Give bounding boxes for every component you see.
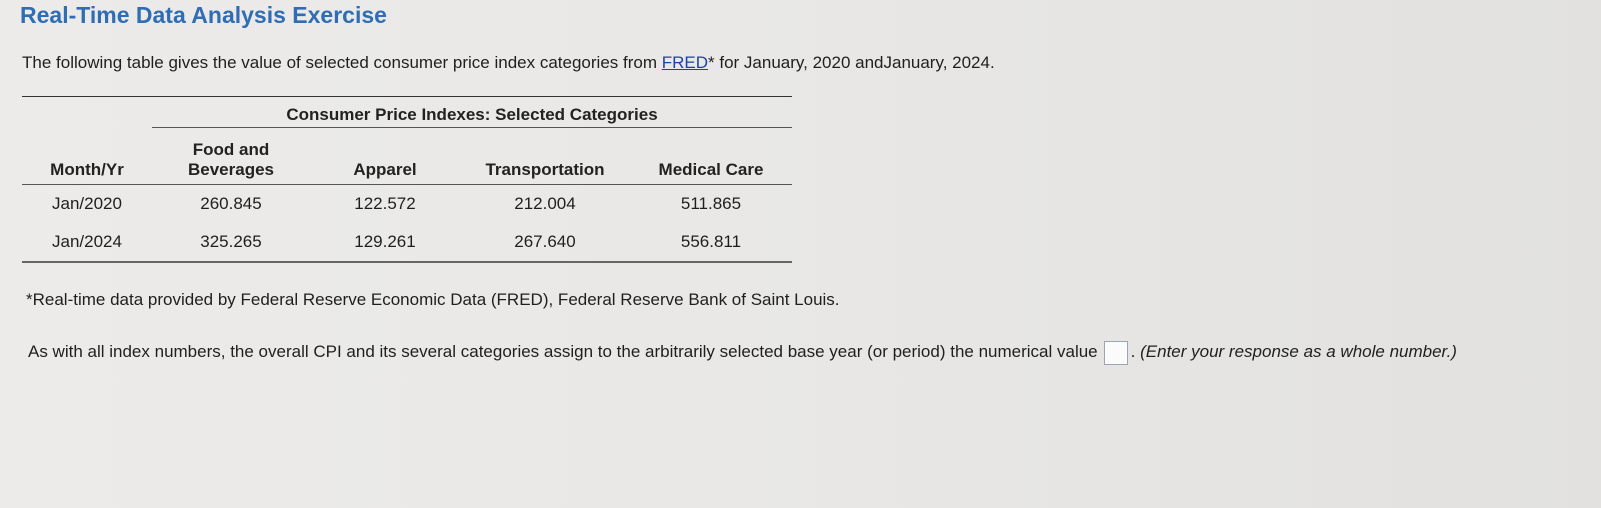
header-food-line2: Beverages	[187, 160, 274, 179]
cell-medical: 511.865	[680, 194, 742, 213]
table-row	[22, 185, 792, 224]
page-title: Real-Time Data Analysis Exercise	[20, 2, 387, 28]
cell-month: Jan/2020	[52, 194, 122, 213]
table-header-row	[22, 128, 792, 185]
cell-apparel: 129.261	[310, 223, 460, 262]
question-text	[28, 333, 1548, 371]
header-food	[152, 128, 310, 185]
cell-transportation: 212.004	[514, 194, 576, 213]
answer-input[interactable]	[1104, 341, 1128, 365]
header-transportation: Transportation	[460, 128, 630, 185]
intro-text	[22, 53, 995, 73]
header-food-line1: Food and	[192, 140, 270, 159]
intro-before: The following table gives the value of selected consumer price index categories from	[22, 53, 662, 72]
question-body: As with all index numbers, the overall CPI and its several categories assign to the arbitrarily selected base year (or period) the numerical value	[28, 342, 1098, 361]
table-row	[22, 223, 792, 262]
header-medical: Medical Care	[630, 128, 792, 185]
cell-medical: 556.811	[630, 223, 792, 262]
cell-food: 260.845	[200, 194, 262, 213]
cell-apparel: 122.572	[354, 194, 416, 213]
footnote: *Real-time data provided by Federal Reserve Economic Data (FRED), Federal Reserve Bank of Saint Louis.	[26, 290, 840, 309]
header-apparel: Apparel	[310, 128, 460, 185]
question-hint: (Enter your response as a whole number.)	[1140, 342, 1457, 361]
cpi-table-container	[22, 96, 792, 263]
fred-link[interactable]: FRED	[661, 53, 709, 72]
intro-after: * for January, 2020 andJanuary, 2024.	[708, 53, 995, 72]
table-caption-row	[22, 97, 792, 128]
header-month: Month/Yr	[22, 128, 152, 185]
question-period: .	[1130, 342, 1136, 361]
cell-transportation: 267.640	[460, 223, 630, 262]
table-caption: Consumer Price Indexes: Selected Categories	[152, 97, 792, 128]
cell-food: 325.265	[152, 223, 310, 262]
cell-month: Jan/2024	[22, 223, 152, 262]
cpi-table	[22, 96, 792, 263]
